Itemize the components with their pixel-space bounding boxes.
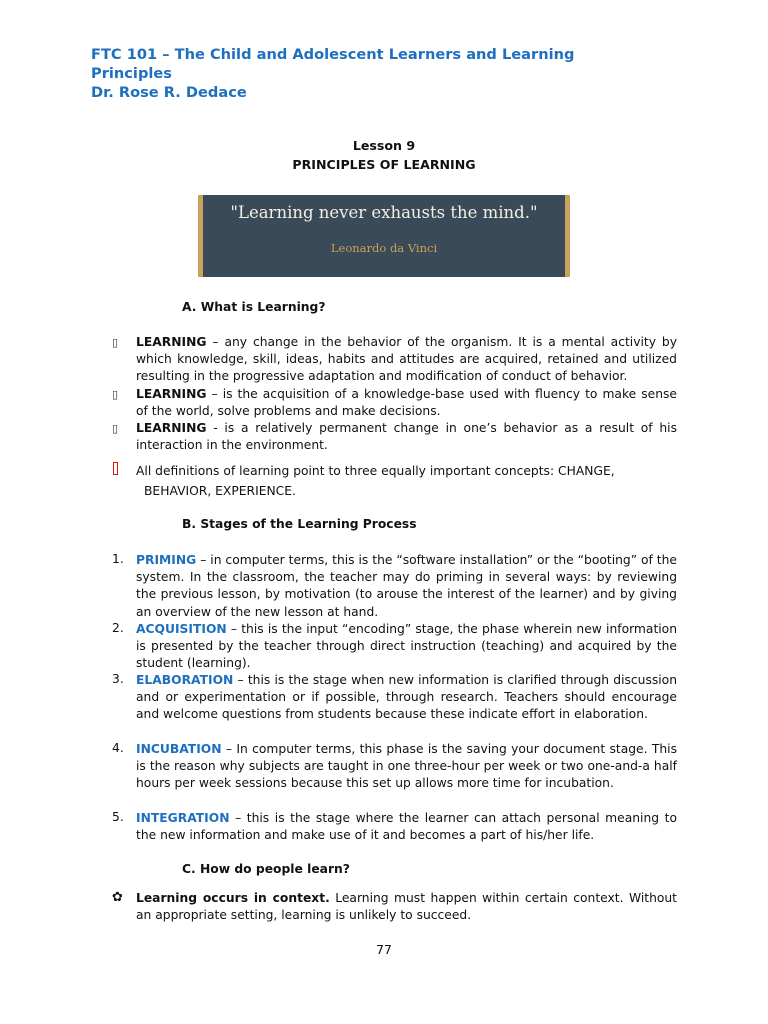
definition-1 xyxy=(136,334,677,386)
course-title-line1: FTC 101 – The Child and Adolescent Learners and Learning xyxy=(91,46,575,63)
list-number: 5. xyxy=(112,810,124,824)
course-header xyxy=(91,45,651,102)
definition-term: LEARNING xyxy=(136,421,207,435)
instructor-name: Dr. Rose R. Dedace xyxy=(91,84,247,101)
list-number: 2. xyxy=(112,621,124,635)
definition-2 xyxy=(136,386,677,420)
section-c-heading: C. How do people learn? xyxy=(182,862,350,876)
page-number: 77 xyxy=(376,943,392,957)
bullet-box-icon: ▯ xyxy=(112,422,119,435)
learning-principle-context xyxy=(136,890,677,924)
summary-line-2: BEHAVIOR, EXPERIENCE. xyxy=(144,484,296,498)
stage-text: – in computer terms, this is the “software installation” or the “booting” of the system. In the classroom, the teacher may do priming in several ways: by reviewing the previous lesson, by motivation (to arouse the interest of the learner) and by giving an overview of the new lesson at hand. xyxy=(136,553,677,619)
definition-text: – any change in the behavior of the organism. It is a mental activity by which knowledge, skill, ideas, habits and attitudes are acquired, retained and utilized resulting in the progressive adaptation and modification of conduct of behavior. xyxy=(136,335,677,384)
stage-term: INCUBATION xyxy=(136,742,222,756)
stage-term: PRIMING xyxy=(136,553,197,567)
list-number: 4. xyxy=(112,741,124,755)
definition-term: LEARNING xyxy=(136,335,207,349)
definition-3 xyxy=(136,420,677,454)
section-a-heading: A. What is Learning? xyxy=(182,300,326,314)
definition-term: LEARNING xyxy=(136,387,207,401)
red-box-icon xyxy=(113,462,118,475)
stage-text: – this is the stage where the learner can attach personal meaning to the new information and make use of it and becomes a part of his/her life. xyxy=(136,811,677,843)
quote-author: Leonardo da Vinci xyxy=(330,241,438,255)
stage-elaboration xyxy=(136,672,677,724)
stage-acquisition xyxy=(136,621,677,673)
stage-text: – In computer terms, this phase is the saving your document stage. This is the reason why subjects are taught in one three-hour per week or two one-and-a half hours per week sessions because this set up allows more time for incubation. xyxy=(136,742,677,791)
definition-text: – is the acquisition of a knowledge-base used with fluency to make sense of the world, solve problems and make decisions. xyxy=(136,387,677,419)
bullet-box-icon: ▯ xyxy=(112,388,119,401)
section-b-heading: B. Stages of the Learning Process xyxy=(182,517,417,531)
principle-term: Learning occurs in context. xyxy=(136,891,330,905)
stage-integration xyxy=(136,810,677,844)
course-title-line2: Principles xyxy=(91,65,172,82)
stage-incubation xyxy=(136,741,677,793)
flower-bullet-icon: ✿ xyxy=(112,890,123,905)
quote-text: "Learning never exhausts the mind." xyxy=(230,203,538,222)
stage-term: INTEGRATION xyxy=(136,811,230,825)
principle-text: Learning must happen within certain context. Without an appropriate setting, learning is unlikely to succeed. xyxy=(136,891,677,923)
stage-term: ACQUISITION xyxy=(136,622,227,636)
stage-priming xyxy=(136,552,677,621)
stage-text: – this is the input “encoding” stage, the phase wherein new information is presented by the teacher through direct instruction (teaching) and acquired by the student (learning). xyxy=(136,622,677,671)
stage-term: ELABORATION xyxy=(136,673,234,687)
list-number: 1. xyxy=(112,552,124,566)
definition-text: - is a relatively permanent change in one’s behavior as a result of his interaction in the environment. xyxy=(136,421,677,453)
stage-text: – this is the stage when new information is clarified through discussion and or experimentation or if possible, through research. Teachers should encourage and welcome questions from students because these indicate effort in elaboration. xyxy=(136,673,677,722)
bullet-box-icon: ▯ xyxy=(112,336,119,349)
lesson-title: PRINCIPLES OF LEARNING xyxy=(292,157,476,172)
summary-line-1: All definitions of learning point to three equally important concepts: CHANGE, xyxy=(136,464,615,478)
quote-banner xyxy=(198,195,570,277)
list-number: 3. xyxy=(112,672,124,686)
lesson-number: Lesson 9 xyxy=(352,138,416,153)
